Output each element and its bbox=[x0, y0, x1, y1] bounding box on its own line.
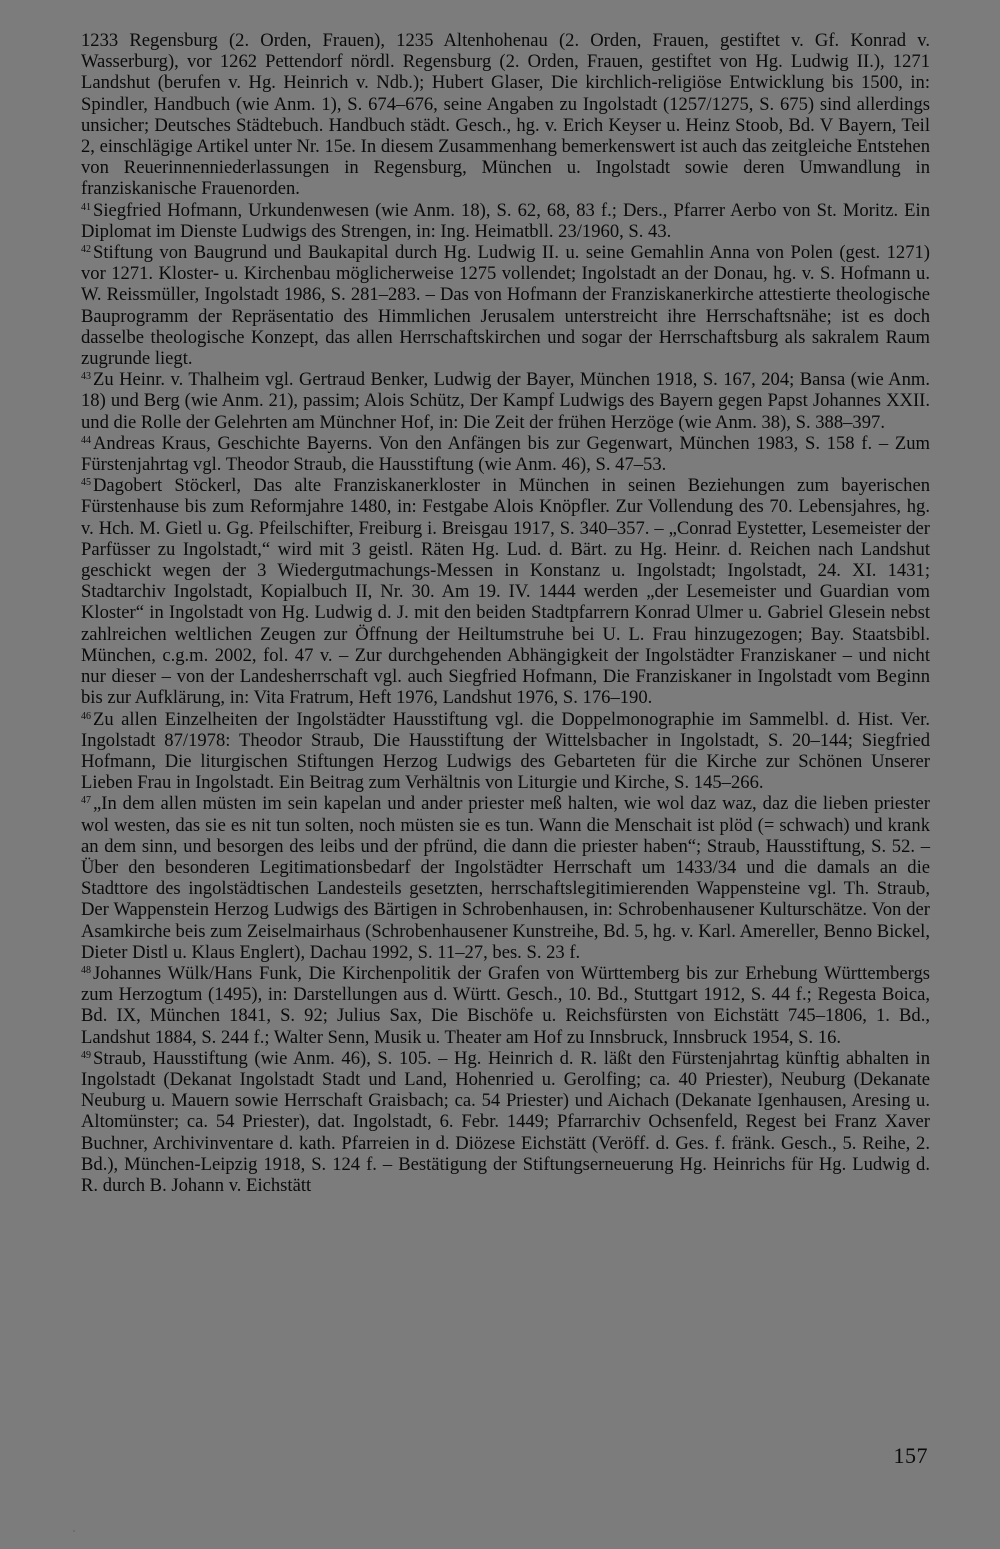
footnote-49 bbox=[81, 1048, 930, 1196]
footnote-text: Dagobert Stöckerl, Das alte Franziskanerkloster in München in seinen Beziehungen zum bayerischen Fürstenhause bis zum Reformjahre 1480, in: Festgabe Alois Knöpfler. Zur Vollendung des 70. Lebensjahres, hg. v. Hch. M. Gietl u. Gg. Pfeilschifter, Freiburg i. Breisgau 1917, S. 340–357. – „Conrad Eystetter, Lesemeister der Parfüsser zu Ingolstadt,“ wird mit 3 geistl. Räten Hg. Lud. d. Bärt. zu Hg. Heinr. d. Reichen nach Landshut geschickt wegen der 3 Wiedergutmachungs-Messen in Konstanz u. Ingolstadt; Ingolstadt, 24. XI. 1431; Stadtarchiv Ingolstadt, Kopialbuch II, Nr. 30. Am 19. IV. 1444 werden „der Lesemeister und Guardian vom Kloster“ in Ingolstadt von Hg. Ludwig d. J. mit den beiden Stadtpfarrern Konrad Ulmer u. Gabriel Glesein nebst zahlreichen weltlichen Zeugen zur Öffnung der Heiltumstruhe bei U. L. Frau hinzugezogen; Bay. Staatsbibl. München, c.g.m. 2002, fol. 47 v. – Zur durchgehenden Abhängigkeit der Ingolstädter Franziskaner – und nicht nur dieser – von der Landesherrschaft vgl. auch Siegfried Hofmann, Die Franziskaner in Ingolstadt vom Beginn bis zur Aufklärung, in: Vita Fratrum, Heft 1976, Landshut 1976, S. 176–190. bbox=[81, 475, 930, 709]
footnote-text: Andreas Kraus, Geschichte Bayerns. Von den Anfängen bis zur Gegenwart, München 1983, S. 158 f. – Zum Fürstenjahrtag vgl. Theodor Straub, die Hausstiftung (wie Anm. 46), S. 47–53. bbox=[81, 432, 930, 476]
footnote-43 bbox=[81, 369, 930, 433]
footnote-number: 44 bbox=[81, 434, 91, 446]
footnote-number: 45 bbox=[81, 477, 91, 489]
footnote-number: 42 bbox=[81, 244, 91, 256]
footnote-text: Straub, Hausstiftung (wie Anm. 46), S. 105. – Hg. Heinrich d. R. läßt den Fürstenjahrtag künftig abhalten in Ingolstadt (Dekanat Ingolstadt Stadt und Land, Hohenried u. Gerolfing; ca. 40 Priester), Neuburg (Dekanate Neuburg u. Mauern sowie Herrschaft Graisbach; ca. 54 Priester) und Aichach (Dekanate Igenhausen, Aresing u. Altomünster; ca. 54 Priester), dat. Ingolstadt, 6. Febr. 1449; Pfarrarchiv Ochsenfeld, Regest bei Franz Xaver Buchner, Archivinventare d. kath. Pfarreien in d. Diözese Eichstätt (Veröff. d. Ges. f. fränk. Gesch., 5. Reihe, 2. Bd.), München-Leipzig 1918, S. 124 f. – Bestätigung der Stiftungserneuerung Hg. Heinrichs für Hg. Ludwig d. R. durch B. Johann v. Eichstätt bbox=[81, 1047, 930, 1196]
footnote-number: 46 bbox=[81, 710, 91, 722]
footnote-number: 49 bbox=[81, 1049, 91, 1061]
footnote-text: Zu Heinr. v. Thalheim vgl. Gertraud Benker, Ludwig der Bayer, München 1918, S. 167, 204; Bansa (wie Anm. 18) und Berg (wie Anm. 21), passim; Alois Schütz, Der Kampf Ludwigs des Bayern gegen Papst Johannes XXII. und die Rolle der Gelehrten am Münchner Hof, in: Die Zeit der frühen Herzöge (wie Anm. 38), S. 388–397. bbox=[81, 369, 930, 433]
footnote-46 bbox=[81, 709, 930, 794]
footnote-text: Siegfried Hofmann, Urkundenwesen (wie Anm. 18), S. 62, 68, 83 f.; Ders., Pfarrer Aerbo von St. Moritz. Ein Diplomat im Dienste Ludwigs des Strengen, in: Ing. Heimatbll. 23/1960, S. 43. bbox=[81, 199, 930, 242]
scan-speck bbox=[73, 1530, 75, 1532]
footnote-text: Johannes Wülk/Hans Funk, Die Kirchenpolitik der Grafen von Württemberg bis zur Erhebung Württembergs zum Herzogtum (1495), in: Darstellungen aus d. Württ. Gesch., 10. Bd., Stuttgart 1912, S. 44 f.; Regesta Boica, Bd. IX, München 1841, S. 92; Julius Sax, Die Bischöfe u. Reichsfürsten von Eichstätt 745–1806, 1. Bd., Landshut 1884, S. 244 f.; Walter Senn, Musik u. Theater am Hof zu Innsbruck, Innsbruck 1954, S. 16. bbox=[81, 962, 930, 1048]
footnote-number: 43 bbox=[81, 371, 91, 383]
footnote-text: Stiftung von Baugrund und Baukapital durch Hg. Ludwig II. u. seine Gemahlin Anna von Polen (gest. 1271) vor 1271. Kloster- u. Kirchenbau möglicherweise 1275 vollendet; Ingolstadt an der Donau, hg. v. S. Hofmann u. W. Reissmüller, Ingolstadt 1986, S. 281–283. – Das von Hofmann der Franziskanerkirche attestierte theologische Bauprogramm der Repräsentatio des Himmlichen Jerusalem unterstreicht ihre Herrschaftsnähe; ist es doch dasselbe theologische Konzept, das allen Herrschaftskirchen und sogar der Herrschaftsburg als sakralem Raum zugrunde liegt. bbox=[81, 242, 930, 370]
page-number: 157 bbox=[893, 1443, 928, 1468]
footnote-block bbox=[81, 30, 930, 1196]
footnote-continuation: 1233 Regensburg (2. Orden, Frauen), 1235 Altenhohenau (2. Orden, Frauen, gestiftet v. Gf. Konrad v. Wasserburg), vor 1262 Pettendorf nördl. Regensburg (2. Orden, Frauen, gestiftet von Hg. Ludwig II.), 1271 Landshut (berufen v. Hg. Heinrich v. Ndb.); Hubert Glaser, Die kirchlich-religiöse Entwicklung bis 1500, in: Spindler, Handbuch (wie Anm. 1), S. 674–676, seine Angaben zu Ingolstadt (1257/1275, S. 675) sind allerdings unsicher; Deutsches Städtebuch. Handbuch städt. Gesch., hg. v. Erich Keyser u. Heinz Stoob, Bd. V Bayern, Teil 2, einschlägige Artikel unter Nr. 15e. In diesem Zusammenhang bemerkenswert ist auch das zeitgleiche Entstehen von Reuerinnenniederlassungen in Regensburg, München u. Ingolstadt sowie deren Umwandlung in franziskanische Frauenorden. bbox=[81, 30, 930, 200]
footnote-number: 41 bbox=[81, 201, 91, 213]
footnote-text: Zu allen Einzelheiten der Ingolstädter Hausstiftung vgl. die Doppelmonographie im Sammelbl. d. Hist. Ver. Ingolstadt 87/1978: Theodor Straub, Die Hausstiftung der Wittelsbacher in Ingolstadt, S. 20–144; Siegfried Hofmann, Die liturgischen Stiftungen Herzog Ludwigs des Gebarteten für die Kirche zur Schönen Unserer Lieben Frau in Ingolstadt. Ein Beitrag zum Verhältnis von Liturgie und Kirche, S. 145–266. bbox=[81, 708, 930, 794]
footnote-44 bbox=[81, 433, 930, 475]
footnote-text: „In dem allen müsten im sein kapelan und ander priester meß halten, wie wol daz waz, daz die lieben priester wol westen, das sie es nit tun solten, noch müsten sie es tun. Wann die Menschait ist plöd (= schwach) und krank an dem sinn, und besorgen des leibs und der pfründ, die dann die priester haben“; Straub, Hausstiftung, S. 52. – Über den besonderen Legitimationsbedarf der Ingolstädter Herrschaft um 1433/34 und die damals an die Stadttore des ingolstädtischen Landesteils gesetzten, herrschaftslegitimierenden Wappensteine vgl. Th. Straub, Der Wappenstein Herzog Ludwigs des Bärtigen in Schrobenhausen, in: Schrobenhausener Kulturschätze. Von der Asamkirche beis zum Zeiselmairhaus (Schrobenhausener Kunstreihe, Bd. 5, hg. v. Karl. Amereller, Benno Bickel, Dieter Distl u. Klaus Englert), Dachau 1992, S. 11–27, bes. S. 23 f. bbox=[81, 793, 930, 963]
footnote-47 bbox=[81, 793, 930, 963]
footnote-48 bbox=[81, 963, 930, 1048]
footnote-45 bbox=[81, 475, 930, 708]
footnote-number: 47 bbox=[81, 795, 91, 807]
footnote-41 bbox=[81, 200, 930, 242]
footnote-42 bbox=[81, 242, 930, 369]
footnote-number: 48 bbox=[81, 964, 91, 976]
